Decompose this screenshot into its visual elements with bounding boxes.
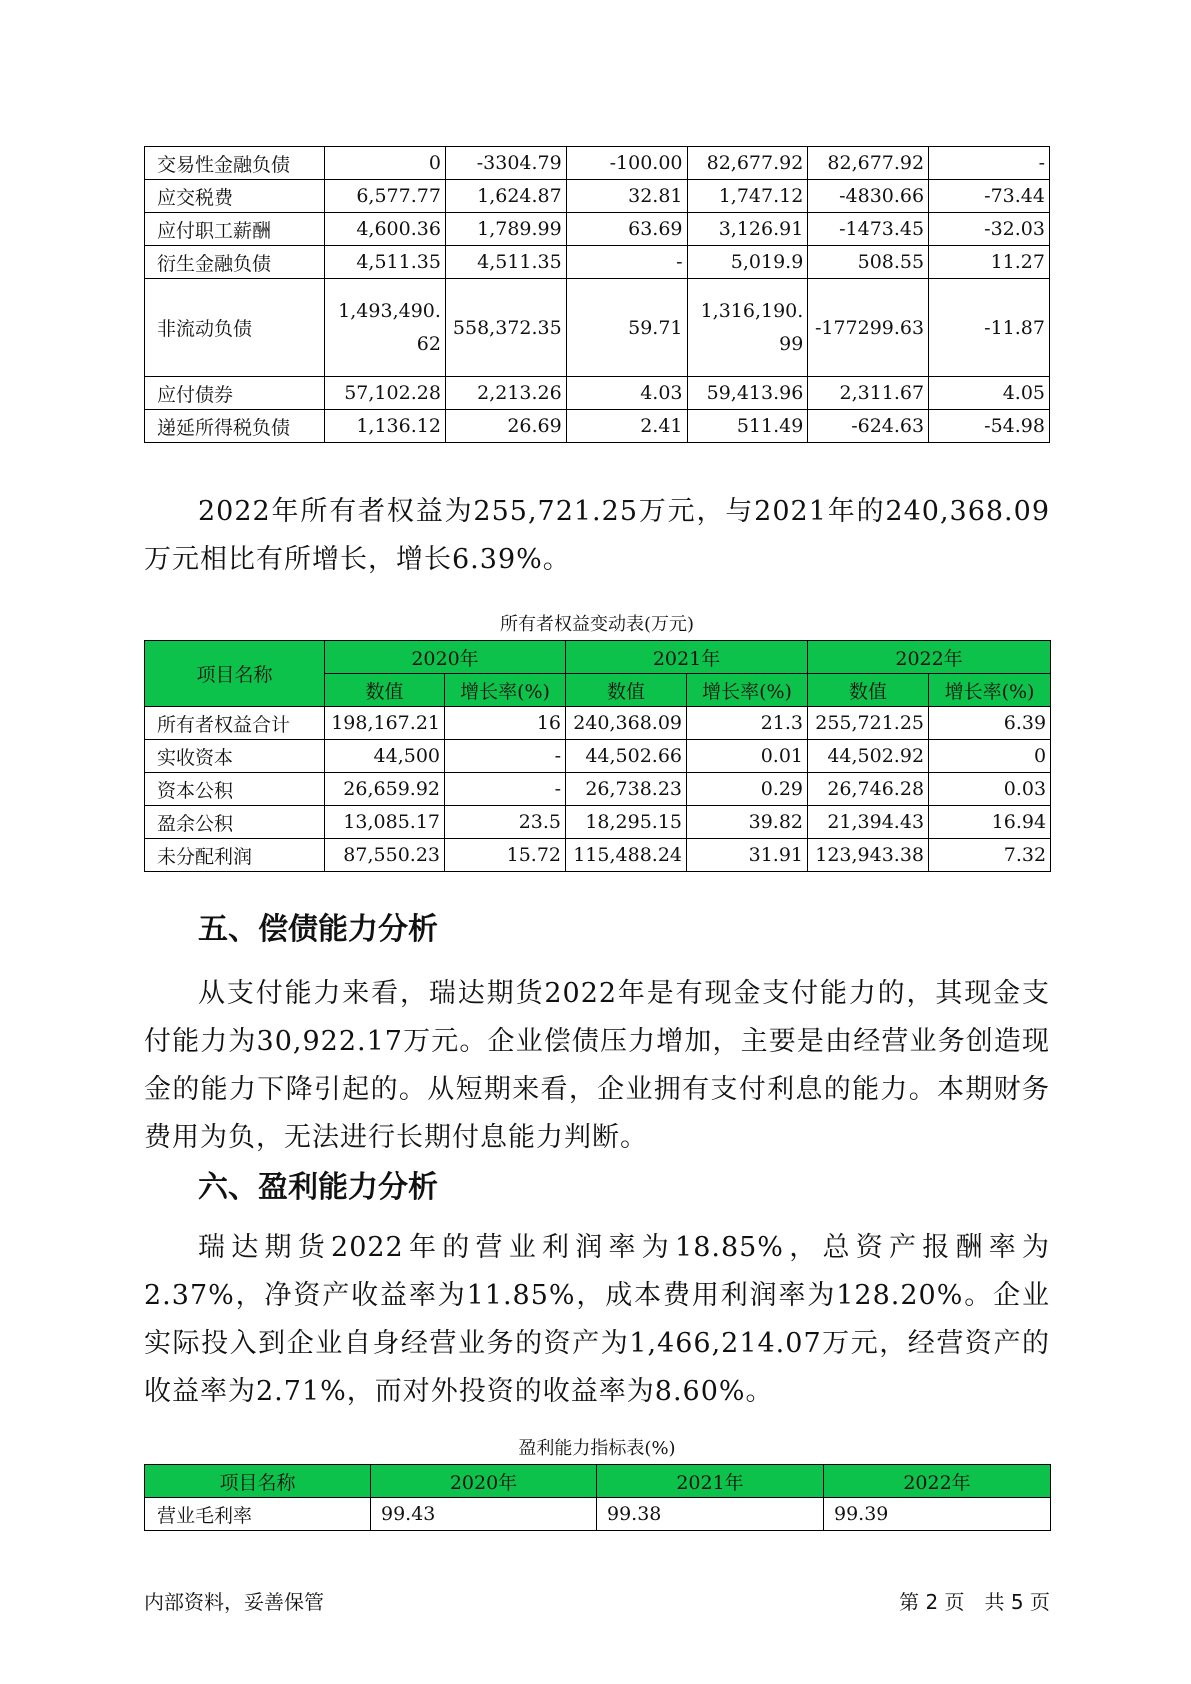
row-label: 实收资本 xyxy=(145,740,325,773)
table-row xyxy=(145,180,1050,213)
cell: -54.98 xyxy=(929,410,1050,443)
cell: 198,167.21 xyxy=(325,707,445,740)
header-growth: 增长率(%) xyxy=(687,674,808,707)
cell: - xyxy=(929,147,1050,180)
cell: 1,316,190.99 xyxy=(687,279,808,377)
cell: 57,102.28 xyxy=(325,377,446,410)
cell: 0.03 xyxy=(929,773,1051,806)
footer-page-number: 第 2 页 共 5 页 xyxy=(899,1590,1050,1614)
header-item-name: 项目名称 xyxy=(145,1465,371,1498)
cell: -11.87 xyxy=(929,279,1050,377)
row-label: 非流动负债 xyxy=(145,279,325,377)
cell: 1,136.12 xyxy=(325,410,446,443)
table-row xyxy=(145,1498,1051,1531)
cell: 6,577.77 xyxy=(325,180,446,213)
cell: -3304.79 xyxy=(445,147,566,180)
row-label: 应付职工薪酬 xyxy=(145,213,325,246)
table-row xyxy=(145,147,1050,180)
cell: 16 xyxy=(445,707,566,740)
row-label: 应交税费 xyxy=(145,180,325,213)
cell: 0.01 xyxy=(687,740,808,773)
cell: 82,677.92 xyxy=(808,147,929,180)
header-year: 2021年 xyxy=(566,641,808,674)
cell: 99.43 xyxy=(371,1498,597,1531)
cell: 32.81 xyxy=(566,180,687,213)
cell: 3,126.91 xyxy=(687,213,808,246)
cell: 26,659.92 xyxy=(325,773,445,806)
paragraph-solvency: 从支付能力来看，瑞达期货2022年是有现金支付能力的，其现金支付能力为30,922.17万元。企业偿债压力增加，主要是由经营业务创造现金的能力下降引起的。从短期来看，企业拥有支付利息的能力。本期财务费用为负，无法进行长期付息能力判断。 xyxy=(144,978,1050,1153)
header-value: 数值 xyxy=(566,674,687,707)
paragraph-equity: 2022年所有者权益为255,721.25万元，与2021年的240,368.09万元相比有所增长，增长6.39%。 xyxy=(144,496,1050,575)
equity-table xyxy=(144,640,1051,872)
cell: 63.69 xyxy=(566,213,687,246)
row-label: 所有者权益合计 xyxy=(145,707,325,740)
table-row xyxy=(145,279,1050,377)
table-row xyxy=(145,806,1051,839)
cell: 0.29 xyxy=(687,773,808,806)
cell: 18,295.15 xyxy=(566,806,687,839)
row-label: 衍生金融负债 xyxy=(145,246,325,279)
header-item-name: 项目名称 xyxy=(145,641,325,707)
cell: 13,085.17 xyxy=(325,806,445,839)
cell: 99.38 xyxy=(597,1498,824,1531)
cell: 1,493,490.62 xyxy=(325,279,446,377)
table-row xyxy=(145,839,1051,872)
cell: 4,511.35 xyxy=(325,246,446,279)
cell: 1,624.87 xyxy=(445,180,566,213)
row-label: 盈余公积 xyxy=(145,806,325,839)
header-year: 2020年 xyxy=(371,1465,597,1498)
cell: 511.49 xyxy=(687,410,808,443)
cell: 39.82 xyxy=(687,806,808,839)
cell: 26.69 xyxy=(445,410,566,443)
cell: 1,747.12 xyxy=(687,180,808,213)
table-row xyxy=(145,410,1050,443)
cell: 31.91 xyxy=(687,839,808,872)
cell: 508.55 xyxy=(808,246,929,279)
cell: 59,413.96 xyxy=(687,377,808,410)
header-row xyxy=(145,1465,1051,1498)
cell: 59.71 xyxy=(566,279,687,377)
header-value: 数值 xyxy=(808,674,929,707)
cell: 1,789.99 xyxy=(445,213,566,246)
cell: 15.72 xyxy=(445,839,566,872)
table-row xyxy=(145,246,1050,279)
section-heading-profitability: 六、盈利能力分析 xyxy=(198,1170,438,1205)
cell: 4.05 xyxy=(929,377,1050,410)
cell: 558,372.35 xyxy=(445,279,566,377)
profitability-table xyxy=(144,1464,1051,1531)
cell: 0 xyxy=(325,147,446,180)
cell: -1473.45 xyxy=(808,213,929,246)
cell: - xyxy=(445,773,566,806)
cell: - xyxy=(445,740,566,773)
cell: 26,746.28 xyxy=(808,773,929,806)
row-label: 交易性金融负债 xyxy=(145,147,325,180)
section-heading-solvency: 五、偿债能力分析 xyxy=(198,912,438,947)
cell: 26,738.23 xyxy=(566,773,687,806)
cell: - xyxy=(566,246,687,279)
cell: 11.27 xyxy=(929,246,1050,279)
cell: -4830.66 xyxy=(808,180,929,213)
cell: 23.5 xyxy=(445,806,566,839)
row-label: 递延所得税负债 xyxy=(145,410,325,443)
cell: 6.39 xyxy=(929,707,1051,740)
cell: 4,600.36 xyxy=(325,213,446,246)
cell: 44,500 xyxy=(325,740,445,773)
row-label: 应付债券 xyxy=(145,377,325,410)
table-caption-equity: 所有者权益变动表(万元) xyxy=(499,614,695,635)
cell: -177299.63 xyxy=(808,279,929,377)
cell: 82,677.92 xyxy=(687,147,808,180)
table-row xyxy=(145,377,1050,410)
row-label: 营业毛利率 xyxy=(145,1498,371,1531)
cell: 5,019.9 xyxy=(687,246,808,279)
cell: 44,502.66 xyxy=(566,740,687,773)
header-value: 数值 xyxy=(325,674,445,707)
cell: 4,511.35 xyxy=(445,246,566,279)
cell: 2,213.26 xyxy=(445,377,566,410)
header-year: 2022年 xyxy=(824,1465,1051,1498)
cell: 2.41 xyxy=(566,410,687,443)
cell: 7.32 xyxy=(929,839,1051,872)
cell: 240,368.09 xyxy=(566,707,687,740)
cell: -73.44 xyxy=(929,180,1050,213)
cell: 16.94 xyxy=(929,806,1051,839)
header-year: 2020年 xyxy=(325,641,566,674)
table-row xyxy=(145,707,1051,740)
cell: 21.3 xyxy=(687,707,808,740)
cell: 21,394.43 xyxy=(808,806,929,839)
table-caption-profitability: 盈利能力指标表(%) xyxy=(518,1438,676,1459)
table-row xyxy=(145,740,1051,773)
cell: 44,502.92 xyxy=(808,740,929,773)
header-growth: 增长率(%) xyxy=(445,674,566,707)
cell: 87,550.23 xyxy=(325,839,445,872)
cell: 2,311.67 xyxy=(808,377,929,410)
cell: -32.03 xyxy=(929,213,1050,246)
row-label: 未分配利润 xyxy=(145,839,325,872)
paragraph-profitability: 瑞达期货2022年的营业利润率为18.85%，总资产报酬率为2.37%，净资产收益率为11.85%，成本费用利润率为128.20%。企业实际投入到企业自身经营业务的资产为1,466,214.07万元，经营资产的收益率为2.71%，而对外投资的收益率为8.60%。 xyxy=(144,1232,1050,1407)
footer-confidential: 内部资料，妥善保管 xyxy=(144,1590,324,1614)
header-growth: 增长率(%) xyxy=(929,674,1051,707)
cell: 255,721.25 xyxy=(808,707,929,740)
cell: -624.63 xyxy=(808,410,929,443)
liabilities-table xyxy=(144,146,1050,443)
cell: 4.03 xyxy=(566,377,687,410)
row-label: 资本公积 xyxy=(145,773,325,806)
table-row xyxy=(145,213,1050,246)
cell: -100.00 xyxy=(566,147,687,180)
cell: 0 xyxy=(929,740,1051,773)
header-year: 2022年 xyxy=(808,641,1051,674)
cell: 123,943.38 xyxy=(808,839,929,872)
header-year: 2021年 xyxy=(597,1465,824,1498)
table-row xyxy=(145,773,1051,806)
header-row xyxy=(145,641,1051,674)
cell: 99.39 xyxy=(824,1498,1051,1531)
cell: 115,488.24 xyxy=(566,839,687,872)
